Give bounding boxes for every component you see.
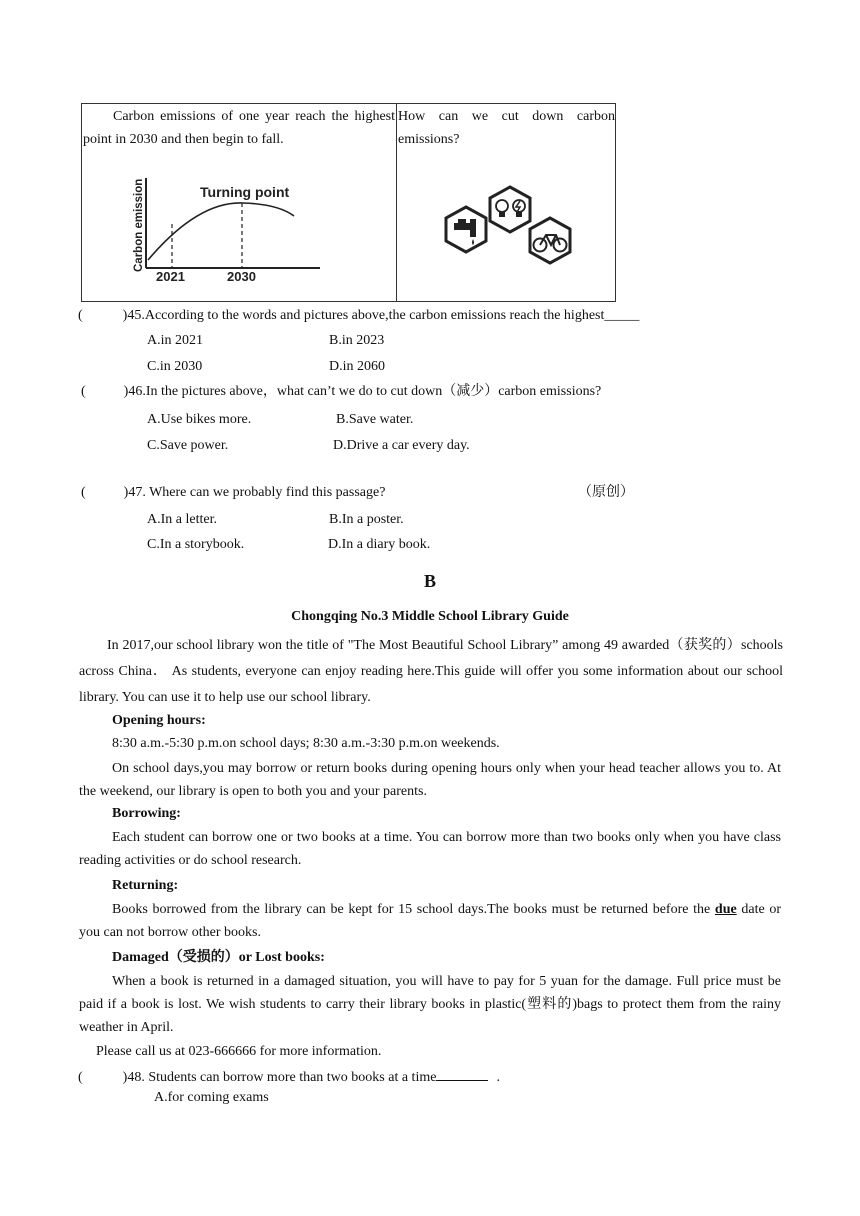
q45-option-c: C.in 2030	[147, 359, 203, 374]
damaged-text: When a book is returned in a damaged situation, you will have to pay for 5 yuan for the damage. Full price must be paid if a book is lost. We wish students to carry their library books in plastic(塑料的)bags to protect them from the rainy weather in April.	[79, 974, 781, 1035]
hexagon-bike-icon	[530, 218, 570, 263]
q46-option-d: D.Drive a car every day.	[333, 438, 470, 453]
intro-paragraph: In 2017,our school library won the title of "The Most Beautiful School Library” among 49 awarded（获奖的）schools across China． As students, everyone can enjoy reading here.This guide will offer you some information about our school library. You can use it to help use our school library.	[79, 638, 783, 705]
q47-option-d: D.In a diary book.	[328, 537, 431, 552]
damaged-heading: Damaged（受损的）or Lost books:	[112, 950, 325, 965]
y-axis-label: Carbon emission	[133, 178, 145, 272]
x-tick-2030: 2030	[227, 269, 256, 284]
question-45: ( )45.According to the words and pictures above,the carbon emissions reach the highest_____	[78, 308, 640, 323]
table-right-text: How can we cut down carbon emissions?	[398, 109, 615, 147]
q45-option-b: B.in 2023	[329, 333, 385, 348]
answer-blank	[436, 1066, 488, 1081]
hexagon-tap-icon	[446, 207, 486, 252]
table-left-text: Carbon emissions of one year reach the highest point in 2030 and then begin to fall.	[83, 109, 395, 147]
q45-option-a: A.in 2021	[147, 333, 203, 348]
q47-option-c: C.In a storybook.	[147, 537, 245, 552]
returning-heading: Returning:	[112, 878, 179, 893]
borrowing-text: Each student can borrow one or two books at a time. You can borrow more than two books only when you have class reading activities or do school research.	[79, 830, 781, 868]
question-46: ( )46.In the pictures above，what can’t we do to cut down（减少）carbon emissions?	[81, 384, 602, 399]
q46-option-b: B.Save water.	[336, 412, 414, 427]
x-tick-2021: 2021	[156, 269, 185, 284]
question-48: ( )48. Students can borrow more than two books at a time .	[78, 1066, 500, 1088]
opening-hours-heading: Opening hours:	[112, 713, 206, 728]
opening-detail: On school days,you may borrow or return books during opening hours only when your head teacher allows you to. At the weekend, our library is open to both you and your parents.	[79, 761, 781, 799]
q46-option-a: A.Use bikes more.	[147, 412, 252, 427]
cut-emissions-icons	[440, 185, 580, 270]
borrowing-heading: Borrowing:	[112, 806, 181, 821]
opening-times: 8:30 a.m.-5:30 p.m.on school days; 8:30 a.m.-3:30 p.m.on weekends.	[112, 736, 500, 751]
q45-option-d: D.in 2060	[329, 359, 385, 374]
section-title: Chongqing No.3 Middle School Library Guide	[291, 609, 569, 624]
contact-line: Please call us at 023-666666 for more information.	[96, 1044, 382, 1059]
q47-tag: （原创）	[578, 485, 634, 500]
q47-option-b: B.In a poster.	[329, 512, 404, 527]
table-divider	[396, 103, 397, 302]
carbon-emission-chart	[128, 176, 328, 284]
returning-text: Books borrowed from the library can be kept for 15 school days.The books must be returned before the due date or you can not borrow other books.	[79, 902, 782, 940]
hexagon-bulb-icon	[490, 187, 530, 232]
q48-option-a: A.for coming exams	[154, 1090, 269, 1105]
due-word: due	[714, 902, 737, 917]
turning-point-label: Turning point	[200, 184, 290, 200]
section-letter: B	[423, 571, 436, 591]
emission-curve	[148, 203, 294, 260]
question-47: ( )47. Where can we probably find this passage?	[81, 485, 386, 500]
q46-option-c: C.Save power.	[147, 438, 229, 453]
q47-option-a: A.In a letter.	[147, 512, 217, 527]
